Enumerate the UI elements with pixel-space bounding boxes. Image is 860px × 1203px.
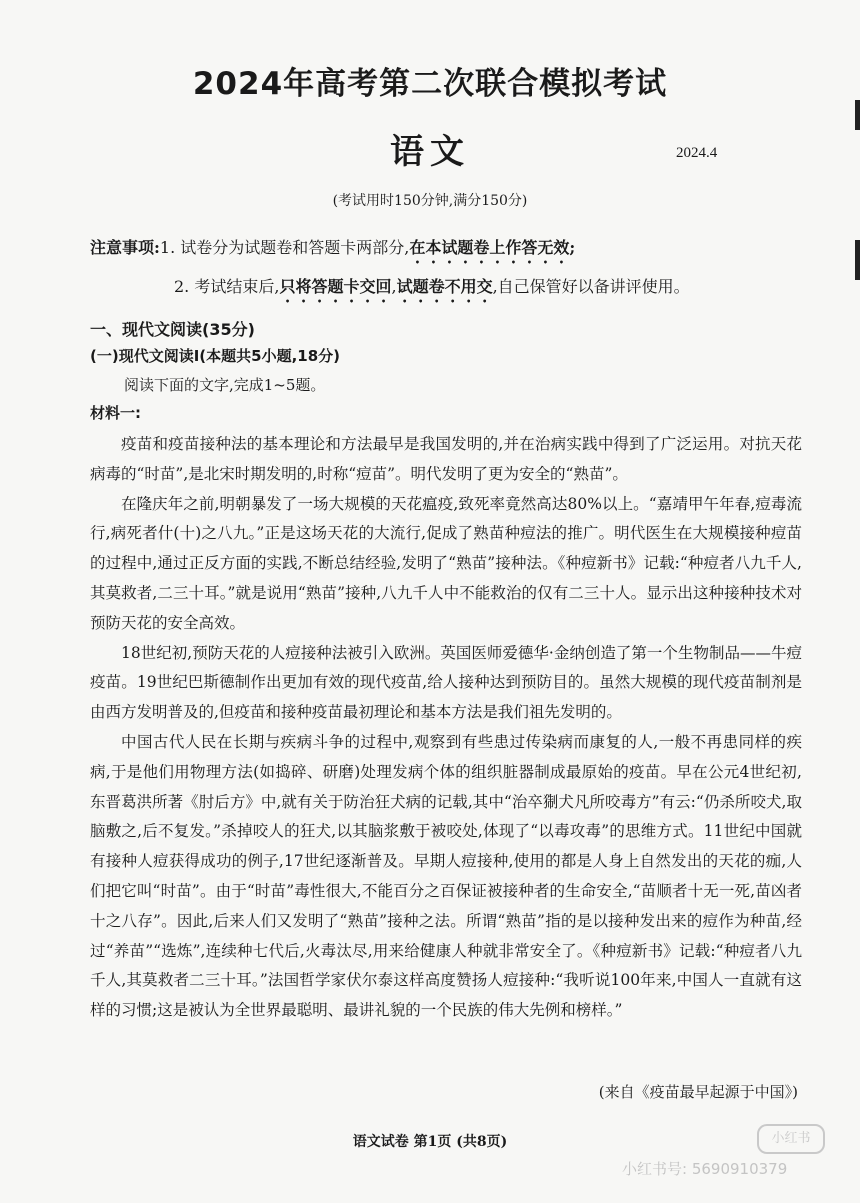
passage-source: (来自《疫苗最早起源于中国》) <box>598 1083 798 1101</box>
watermark-logo: 小红书 <box>757 1124 825 1154</box>
watermark-text: 小红书号: 5690910379 <box>622 1160 788 1178</box>
scan-edge-mark <box>855 240 860 280</box>
scan-edge-mark <box>855 100 860 130</box>
paragraph: 疫苗和疫苗接种法的基本理论和方法最早是我国发明的,并在治病实践中得到了广泛运用。对抗天花病毒的“时苗”,是北宋时期发明的,时称“痘苗”。明代发明了更为安全的“熟苗”。 <box>90 435 802 483</box>
notice-item-1 <box>90 235 575 267</box>
notice-label: 注意事项: <box>90 238 160 257</box>
paragraph: 在隆庆年之前,明朝暴发了一场大规模的天花瘟疫,致死率竟然高达80%以上。“嘉靖甲午年春,痘毒流行,病死者什(十)之八九。”正是这场天花的大流行,促成了熟苗种痘法的推广。明代医生在大规模接种痘苗的过程中,通过正反方面的实践,不断总结经验,发明了“熟苗”接种法。《种痘新书》记载:“种痘者八九千人,其莫救者,二三十耳。”就是说用“熟苗”接种,八九千人中不能救治的仅有二三十人。显示出这种接种技术对预防天花的安全高效。 <box>90 494 802 632</box>
reading-instruction: 阅读下面的文字,完成1~5题。 <box>124 376 326 394</box>
paragraph: 18世纪初,预防天花的人痘接种法被引入欧洲。英国医师爱德华·金纳创造了第一个生物制品——牛痘疫苗。19世纪巴斯德制作出更加有效的现代疫苗,给人接种达到预防目的。虽然大规模的现代疫苗制剂是由西方发明普及的,但疫苗和接种疫苗最初理论和基本方法是我们祖先发明的。 <box>90 643 802 722</box>
exam-title: 2024年高考第二次联合模拟考试 <box>192 66 668 102</box>
notice-1-suffix: ; <box>569 238 576 257</box>
material-label: 材料一: <box>90 404 141 422</box>
section-subheading: (一)现代文阅读Ⅰ(本题共5小题,18分) <box>90 347 341 365</box>
subject-title: 语文 <box>390 132 470 172</box>
page-footer: 语文试卷 第1页 (共8页) <box>352 1134 508 1150</box>
section-heading: 一、现代文阅读(35分) <box>90 320 255 339</box>
passage-body <box>90 430 802 1026</box>
notice-1-text: 1. 试卷分为试题卷和答题卡两部分, <box>159 238 410 257</box>
notice-2-suffix: ,自己保管好以备讲评使用。 <box>492 277 690 296</box>
paragraph: 中国古代人民在长期与疾病斗争的过程中,观察到有些患过传染病而康复的人,一般不再患同样的疾病,于是他们用物理方法(如捣碎、研磨)处理发病个体的组织脏器制成最原始的疫苗。早在公元4世纪初,东晋葛洪所著《肘后方》中,就有关于防治狂犬病的记载,其中“治卒猘犬凡所咬毒方”有云:“仍杀所咬犬,取脑敷之,后不复发。”杀掉咬人的狂犬,以其脑浆敷于被咬处,体现了“以毒攻毒”的思维方式。11世纪中国就有接种人痘获得成功的例子,17世纪逐渐普及。早期人痘接种,使用的都是人身上自然发出的天花的痂,人们把它叫“时苗”。由于“时苗”毒性很大,不能百分之百保证被接种者的生命安全,“苗顺者十无一死,苗凶者十之八存”。因此,后来人们又发明了“熟苗”接种之法。所谓“熟苗”指的是以接种发出来的痘作为种苗,经过“养苗”“选炼”,连续种七代后,火毒汰尽,用来给健康人种就非常安全了。《种痘新书》记载:“种痘者八九千人,其莫救者二三十耳。”法国哲学家伏尔泰这样高度赞扬人痘接种:“我听说100年来,中国人一直就有这样的习惯;这是被认为全世界最聪明、最讲礼貌的一个民族的伟大先例和榜样。” <box>90 732 802 1020</box>
notice-2-emphasis-1: 只将答题卡交回 <box>279 277 392 296</box>
notice-item-2 <box>174 274 690 306</box>
notice-2-mid: , <box>391 277 397 296</box>
notice-1-emphasis: 在本试题卷上作答无效 <box>409 238 570 257</box>
exam-date: 2024.4 <box>676 145 718 161</box>
notice-2-emphasis-2: 试题卷不用交 <box>396 277 493 296</box>
notice-2-text: 2. 考试结束后, <box>174 277 280 296</box>
exam-duration: (考试用时150分钟,满分150分) <box>332 193 528 209</box>
